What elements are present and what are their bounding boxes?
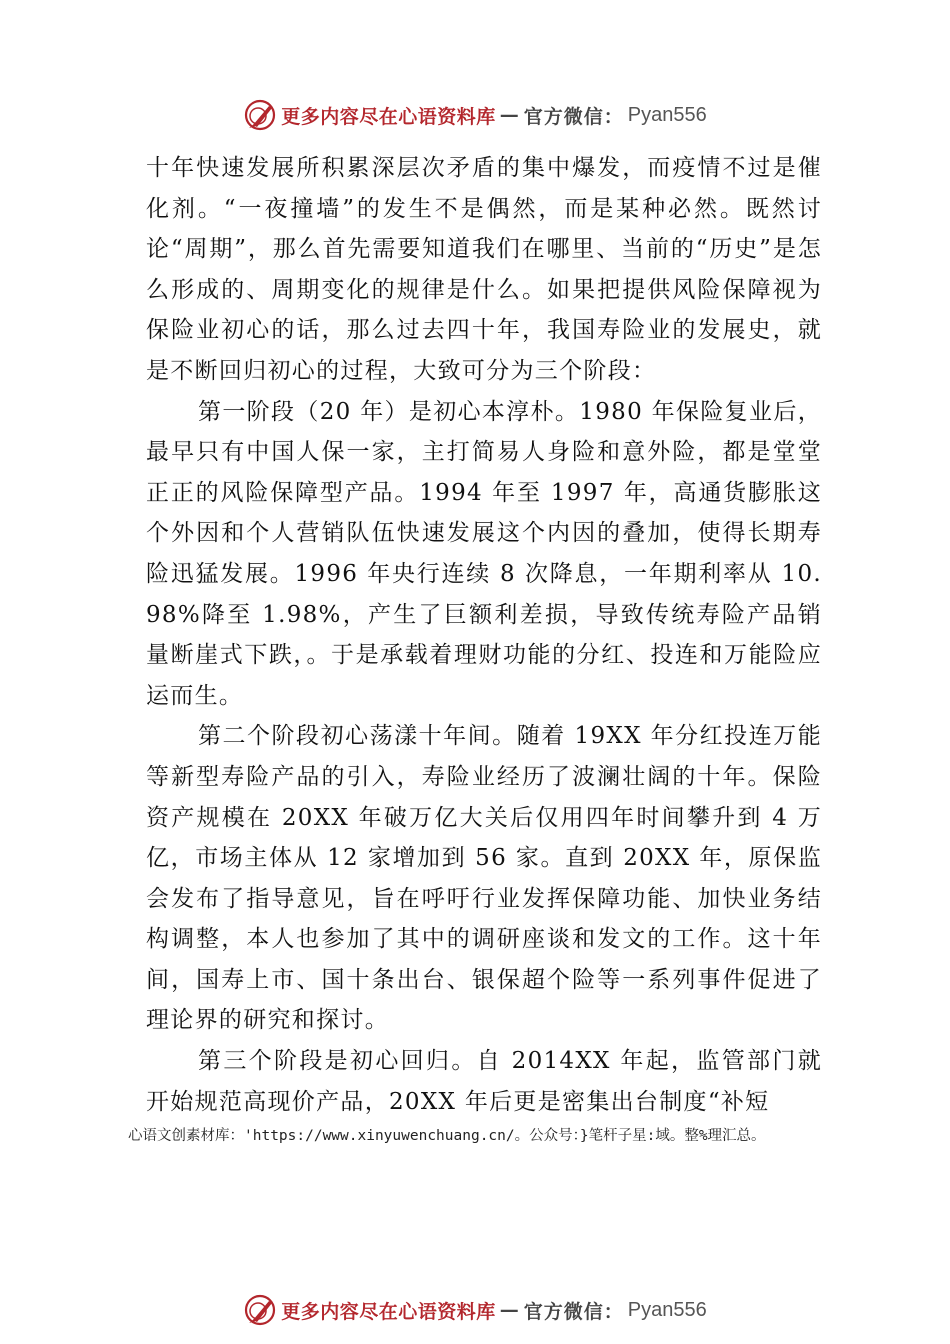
banner-official-label: 官方微信：	[523, 105, 624, 128]
banner-dash: —	[499, 104, 520, 126]
banner-dash: —	[499, 1299, 520, 1321]
footer-banner	[0, 1290, 950, 1330]
banner-official-label: 官方微信：	[523, 1300, 624, 1323]
banner-wechat-handle: Pyan556	[627, 103, 707, 126]
pen-logo-icon	[243, 1293, 277, 1327]
banner-brand: 更多内容尽在心语资料库	[281, 1300, 496, 1323]
paragraph-1: 十年快速发展所积累深层次矛盾的集中爆发，而疫情不过是催化剂。“一夜撞墙”的发生不是偶然，而是某种必然。既然讨论“周期”，那么首先需要知道我们在哪里、当前的“历史”是怎么形成的、周期变化的规律是什么。如果把提供风险保障视为保险业初心的话，那么过去四十年，我国寿险业的发展史，就是不断回归初心的过程，大致可分为三个阶段：	[146, 155, 822, 384]
paragraph-3: 第二个阶段初心荡漾十年间。随着 19XX 年分红投连万能等新型寿险产品的引入，寿险业经历了波澜壮阔的十年。保险资产规模在 20XX 年破万亿大关后仅用四年时间攀升到 4 万亿，市场主体从 12 家增加到 56 家。直到 20XX 年，原保监会发布了指导意见，旨在呼吁行业发挥保障功能、加快业务结构调整，本人也参加了其中的调研座谈和发文的工作。这十年间，国寿上市、国十条出台、银保超个险等一系列事件促进了理论界的研究和探讨。	[146, 723, 822, 1034]
banner-brand: 更多内容尽在心语资料库	[281, 105, 496, 128]
paragraph-2: 第一阶段（20 年）是初心本淳朴。1980 年保险复业后，最早只有中国人保一家，主打简易人身险和意外险，都是堂堂正正的风险保障型产品。1994 年至 1997 年，高通货膨胀这个外因和个人营销队伍快速发展这个内因的叠加，使得长期寿险迅猛发展。1996 年央行连续 8 次降息，一年期利率从 10.98%降至 1.98%，产生了巨额利差损，导致传统寿险产品销量断崖式下跌，。于是承载着理财功能的分红、投连和万能险应运而生。	[146, 398, 822, 709]
header-banner	[0, 95, 950, 135]
paragraph-4: 第三个阶段是初心回归。自 2014XX 年起，监管部门就开始规范高现价产品，20XX 年后更是密集出台制度“补短	[146, 1048, 822, 1115]
source-footnote: 心语文创素材库：'https://www.xinyuwenchuang.cn/。公众号：}笔杆子星:域。整%理汇总。	[128, 1128, 766, 1144]
document-body	[146, 148, 822, 1122]
banner-wechat-handle: Pyan556	[627, 1298, 707, 1321]
pen-logo-icon	[243, 98, 277, 132]
